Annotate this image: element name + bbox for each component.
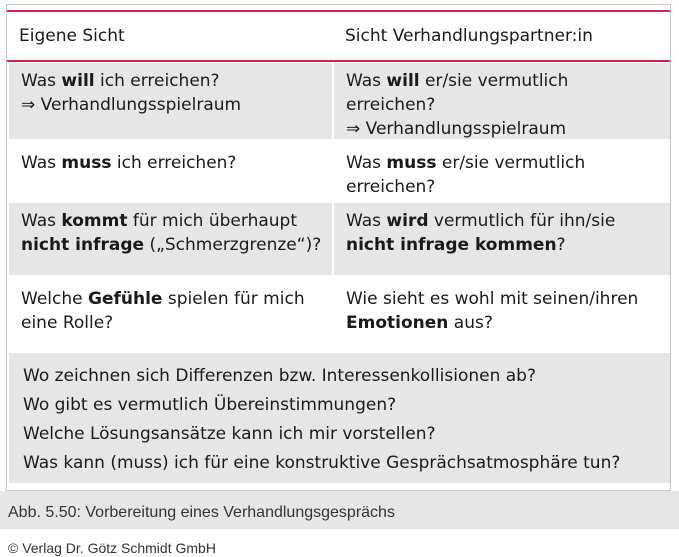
table-frame — [6, 4, 671, 491]
question-item: Welche Lösungsansätze kann ich mir vorstellen? — [23, 424, 436, 444]
header-bottom-rule — [7, 60, 670, 62]
question-item: Was kann (muss) ich für eine konstruktive Gesprächsatmosphäre tun? — [23, 453, 621, 473]
header-own-view: Eigene Sicht — [19, 26, 125, 46]
cell-own-3: Was kommt für mich überhaupt nicht infrage („Schmerzgrenze“)? — [9, 203, 332, 275]
question-item: Wo gibt es vermutlich Übereinstimmungen? — [23, 395, 397, 415]
table-row — [7, 277, 670, 351]
question-item: Wo zeichnen sich Differenzen bzw. Interessenkollisionen ab? — [23, 366, 536, 386]
header-top-rule — [7, 10, 670, 12]
shared-questions — [9, 353, 670, 483]
cell-own-4: Welche Gefühle spielen für mich eine Rolle? — [21, 289, 305, 333]
cell-partner-1: Was will er/sie vermutlich erreichen? ⇒ Verhandlungsspielraum — [334, 63, 670, 139]
table-row — [7, 203, 670, 275]
copyright-notice: © Verlag Dr. Götz Schmidt GmbH — [8, 540, 216, 556]
table-row — [7, 63, 670, 139]
header-partner-view: Sicht Verhandlungspartner:in — [345, 26, 593, 46]
cell-partner-4: Wie sieht es wohl mit seinen/ihren Emotionen aus? — [346, 289, 639, 333]
cell-partner-3: Was wird vermutlich für ihn/sie nicht infrage kommen? — [334, 203, 670, 275]
cell-own-1: Was will ich erreichen? ⇒ Verhandlungsspielraum — [9, 63, 332, 139]
table-row — [7, 141, 670, 203]
figure-caption: Abb. 5.50: Vorbereitung eines Verhandlungsgesprächs — [8, 504, 395, 521]
cell-own-2: Was muss ich erreichen? — [21, 153, 237, 173]
cell-partner-2: Was muss er/sie vermutlich erreichen? — [346, 153, 586, 197]
